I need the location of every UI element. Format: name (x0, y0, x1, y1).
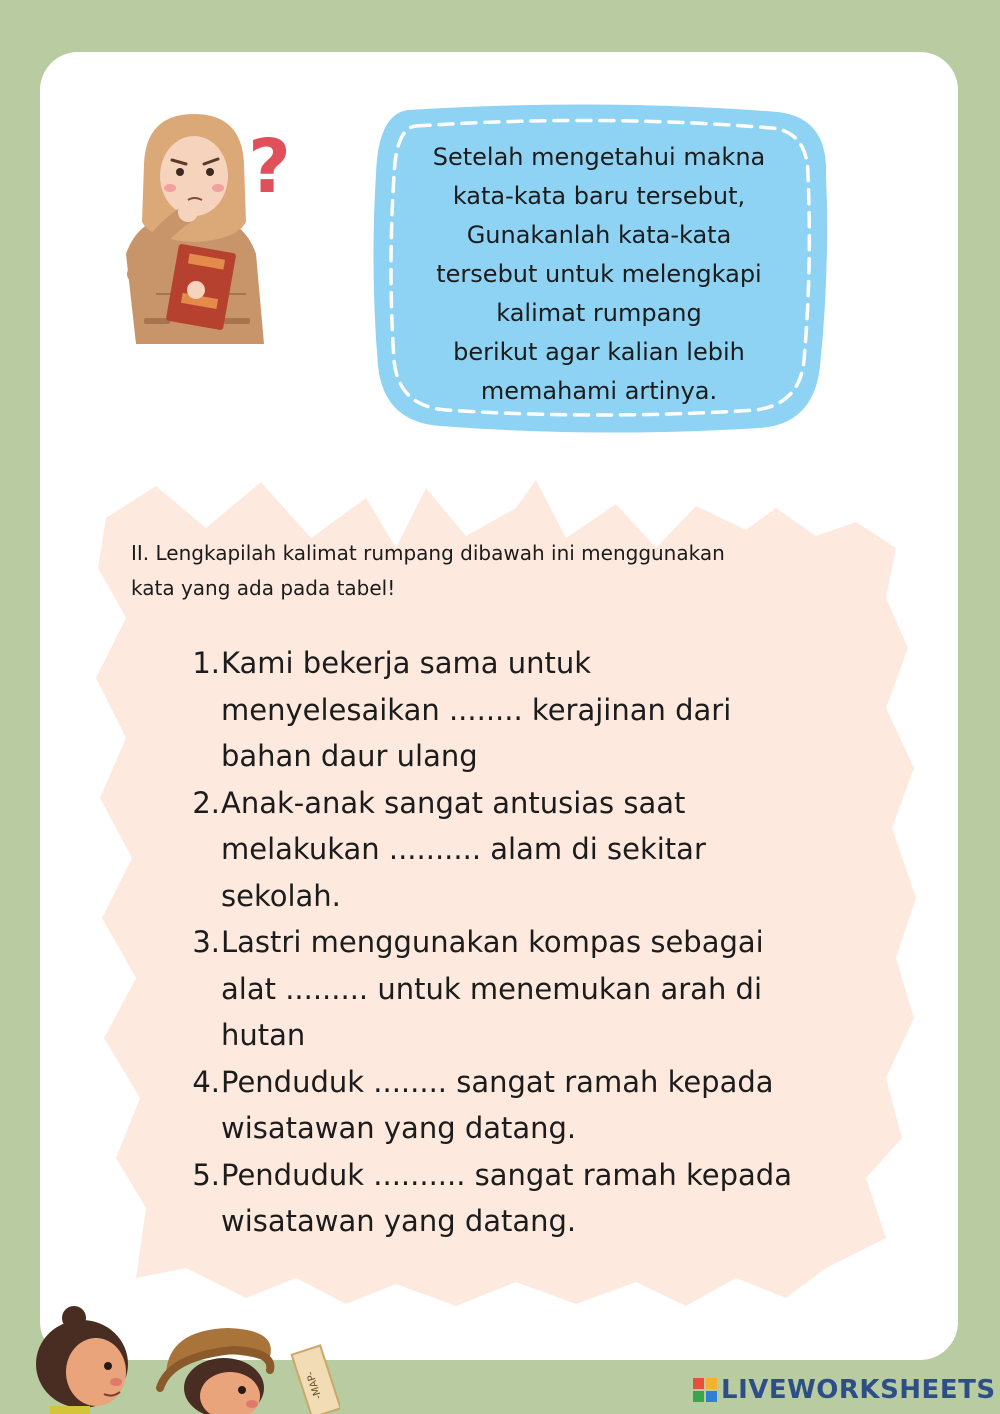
item-line: bahan daur ulang (221, 739, 478, 773)
exercise-item (190, 919, 860, 1059)
item-number: 3. (192, 925, 220, 959)
item-number: 1. (192, 646, 220, 680)
map-icon (292, 1345, 340, 1414)
liveworksheets-logo[interactable] (693, 1372, 996, 1408)
kids-explorers-icon (20, 1300, 340, 1414)
item-number: 4. (192, 1064, 220, 1099)
item-line: Penduduk ........ sangat ramah kepada (221, 1064, 774, 1099)
speech-bubble-text (398, 138, 800, 411)
bubble-line: berikut agar kalian lebih (453, 338, 745, 366)
question-mark-icon: ? (248, 124, 291, 210)
bubble-line: kalimat rumpang (496, 299, 702, 327)
bubble-line: tersebut untuk melengkapi (436, 260, 762, 288)
instruction-line: II. Lengkapilah kalimat rumpang dibawah ini menggunakan (131, 541, 725, 565)
instruction (131, 536, 871, 606)
item-line: wisatawan yang datang. (221, 1111, 577, 1145)
instruction-line: kata yang ada pada tabel! (131, 576, 396, 600)
bubble-line: memahami artinya. (480, 377, 718, 405)
item-line: Kami bekerja sama untuk (221, 646, 592, 680)
exercise-item (190, 1059, 860, 1152)
item-line: melakukan .......... alam di sekitar (221, 832, 706, 866)
bubble-line: kata-kata baru tersebut, (452, 182, 746, 210)
item-line: sekolah. (221, 878, 341, 913)
item-number: 5. (192, 1157, 220, 1192)
exercise-item (190, 780, 860, 920)
item-number: 2. (192, 785, 220, 820)
exercise-item (190, 1152, 860, 1245)
bubble-line: Setelah mengetahui makna (432, 143, 766, 171)
map-label: -MAP- (305, 1369, 325, 1401)
item-line: Lastri menggunakan kompas sebagai (221, 925, 764, 959)
item-line: Anak-anak sangat antusias saat (221, 785, 686, 820)
speech-bubble (368, 104, 830, 434)
item-line: wisatawan yang datang. (221, 1204, 577, 1238)
exercise-list (190, 640, 860, 1245)
liveworksheets-logo-icon (693, 1378, 717, 1402)
bubble-line: Gunakanlah kata-kata (466, 221, 732, 249)
item-line: Penduduk .......... sangat ramah kepada (221, 1157, 792, 1192)
thinking-girl-icon (96, 104, 306, 354)
exercise-item (190, 640, 860, 780)
item-line: hutan (221, 1018, 306, 1052)
item-line: alat ......... untuk menemukan arah di (221, 971, 763, 1006)
brand-name: LIVEWORKSHEETS (721, 1375, 996, 1405)
item-line: menyelesaikan ........ kerajinan dari (221, 692, 732, 727)
